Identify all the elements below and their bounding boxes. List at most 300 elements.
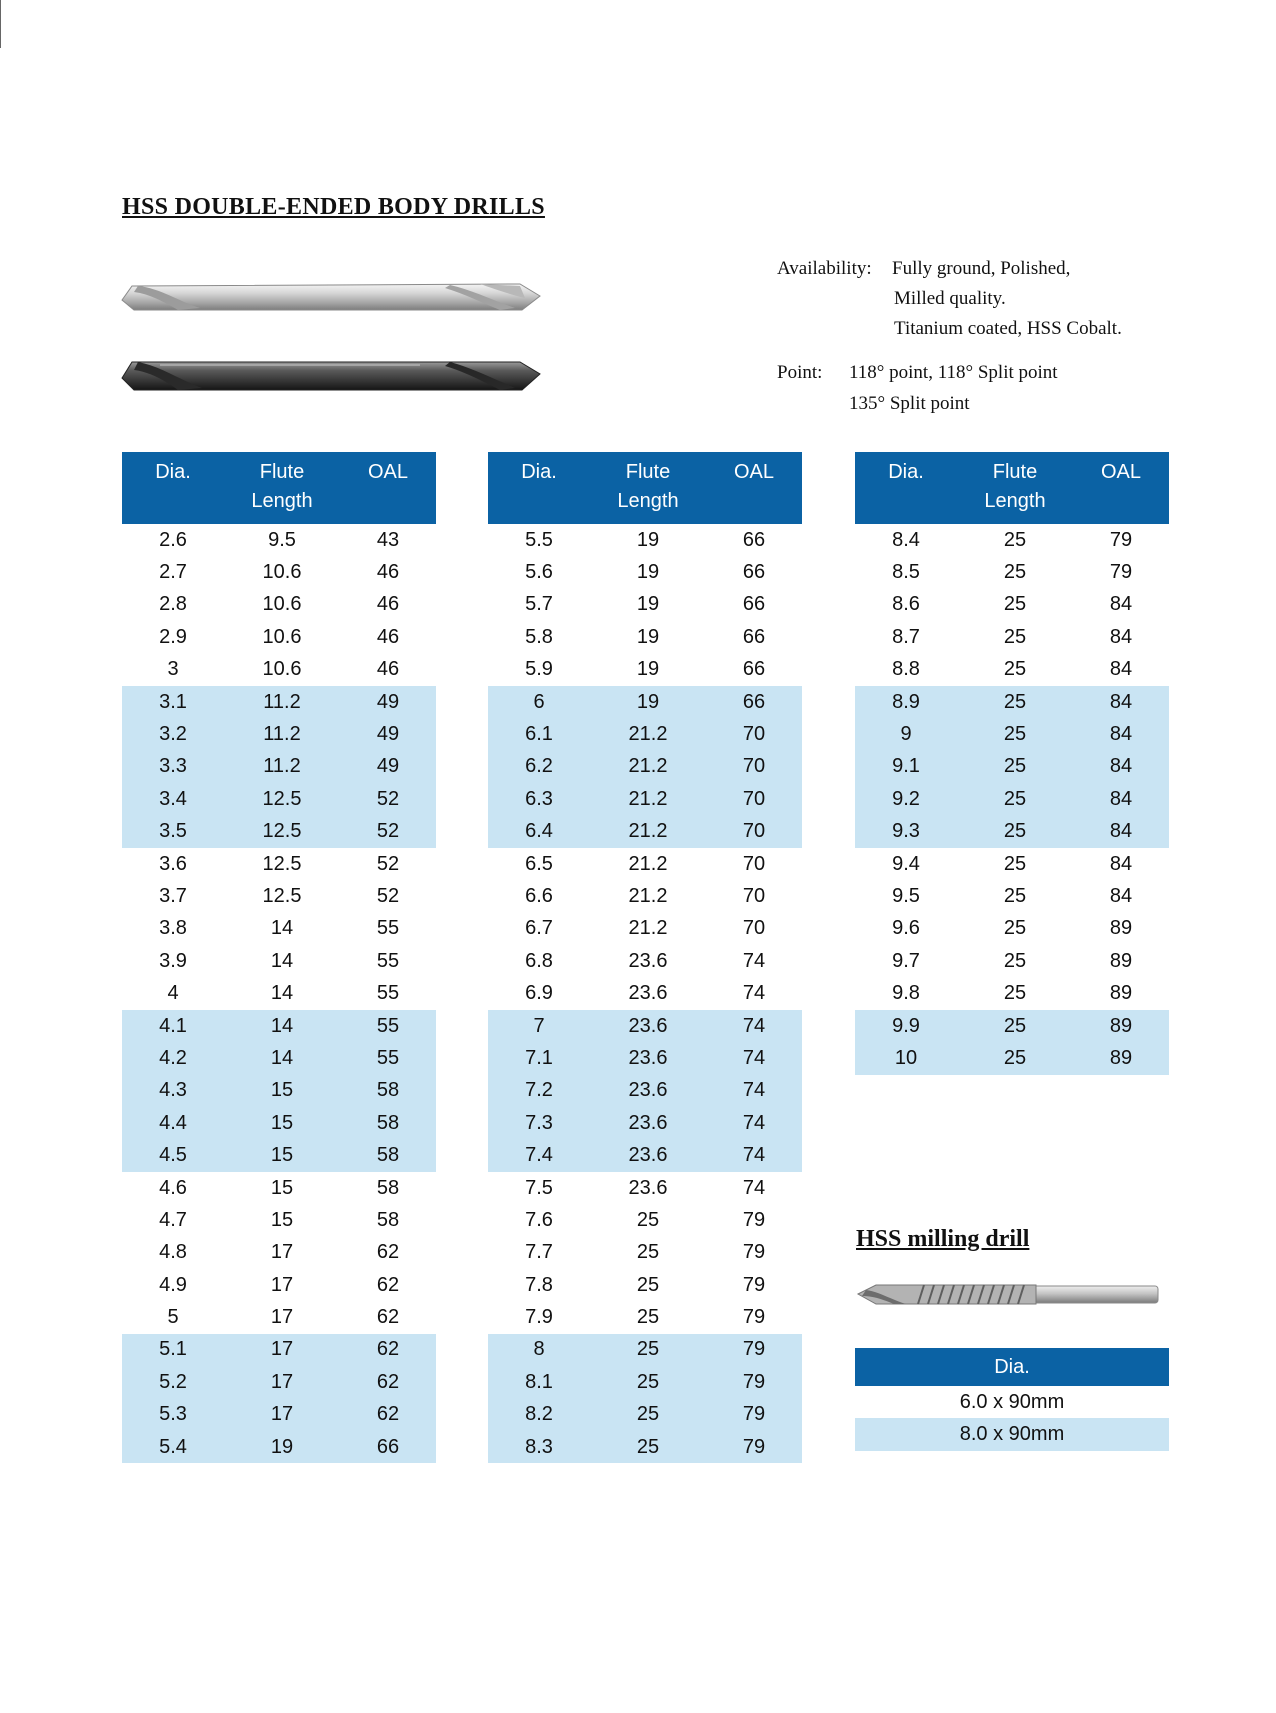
flute-length-cell: 17 bbox=[270, 1273, 294, 1296]
oal-cell: 89 bbox=[1073, 1010, 1169, 1042]
flute-length-cell: 21.2 bbox=[628, 852, 668, 875]
oal-cell: 79 bbox=[706, 1334, 802, 1366]
flute-length-cell: 19 bbox=[636, 593, 660, 616]
availability-line: Titanium coated, HSS Cobalt. bbox=[894, 318, 1122, 339]
oal-cell: 79 bbox=[742, 1241, 766, 1264]
oal-header: OAL bbox=[1073, 452, 1169, 524]
oal-cell: 62 bbox=[376, 1241, 400, 1264]
oal-cell: 70 bbox=[706, 751, 802, 783]
flute-length-cell: 9.5 bbox=[268, 528, 296, 551]
dia-cell: 5.7 bbox=[525, 593, 553, 616]
dia-cell: 6.1 bbox=[488, 718, 590, 750]
dia-cell: 5.2 bbox=[122, 1366, 224, 1398]
table-row bbox=[122, 556, 436, 588]
dia-cell: 9.8 bbox=[892, 982, 920, 1005]
dia-cell: 8.9 bbox=[855, 686, 957, 718]
table-row bbox=[122, 1075, 436, 1107]
oal-cell: 55 bbox=[376, 982, 400, 1005]
table-row bbox=[488, 654, 802, 686]
oal-cell: 79 bbox=[1109, 528, 1133, 551]
oal-cell: 62 bbox=[340, 1366, 436, 1398]
dia-cell: 5.8 bbox=[525, 625, 553, 648]
flute-length-header: Flute Length bbox=[957, 452, 1073, 524]
dia-cell: 4.9 bbox=[159, 1273, 187, 1296]
table-row bbox=[122, 686, 436, 718]
flute-length-cell: 25 bbox=[957, 1010, 1073, 1042]
table-row bbox=[488, 621, 802, 653]
table-row bbox=[122, 1172, 436, 1204]
flute-length-cell: 25 bbox=[1003, 982, 1027, 1005]
flute-length-cell: 25 bbox=[590, 1366, 706, 1398]
oal-cell: 46 bbox=[376, 593, 400, 616]
dia-cell: 7.2 bbox=[488, 1075, 590, 1107]
dia-header: Dia. bbox=[855, 452, 957, 524]
table-body bbox=[855, 524, 1169, 1075]
oal-cell: 70 bbox=[742, 852, 766, 875]
oal-cell: 89 bbox=[1109, 982, 1133, 1005]
dia-cell: 4.2 bbox=[122, 1042, 224, 1074]
dia-cell: 8.7 bbox=[892, 625, 920, 648]
flute-length-cell: 17 bbox=[270, 1306, 294, 1329]
table-row bbox=[855, 1386, 1169, 1418]
table-row bbox=[122, 524, 436, 556]
dia-cell: 7.5 bbox=[525, 1176, 553, 1199]
drill-spec-table bbox=[488, 452, 802, 1463]
flute-length-cell: 10.6 bbox=[262, 593, 302, 616]
flute-length-cell: 21.2 bbox=[590, 718, 706, 750]
dia-header: Dia. bbox=[488, 452, 590, 524]
flute-length-cell: 11.2 bbox=[224, 686, 340, 718]
oal-cell: 55 bbox=[376, 917, 400, 940]
dia-cell: 7.1 bbox=[488, 1042, 590, 1074]
dia-cell: 4.7 bbox=[159, 1208, 187, 1231]
oal-cell: 70 bbox=[742, 917, 766, 940]
flute-length-cell: 23.6 bbox=[628, 982, 668, 1005]
flute-length-cell: 17 bbox=[224, 1366, 340, 1398]
dia-cell: 7.3 bbox=[488, 1107, 590, 1139]
dia-cell: 9.5 bbox=[892, 884, 920, 907]
flute-length-cell: 17 bbox=[270, 1241, 294, 1264]
flute-length-cell: 25 bbox=[957, 751, 1073, 783]
flute-length-cell: 23.6 bbox=[590, 1010, 706, 1042]
dia-cell: 5 bbox=[167, 1306, 179, 1329]
table-row bbox=[488, 1237, 802, 1269]
oal-cell: 52 bbox=[340, 783, 436, 815]
oal-cell: 70 bbox=[742, 884, 766, 907]
table-row bbox=[122, 977, 436, 1009]
oal-cell: 74 bbox=[742, 1176, 766, 1199]
oal-cell: 74 bbox=[706, 1075, 802, 1107]
flute-length-cell: 23.6 bbox=[590, 1042, 706, 1074]
point-line: 135° Split point bbox=[849, 393, 970, 414]
oal-cell: 89 bbox=[1109, 917, 1133, 940]
oal-cell: 70 bbox=[706, 816, 802, 848]
table-row bbox=[488, 686, 802, 718]
oal-cell: 55 bbox=[340, 1042, 436, 1074]
table-row bbox=[855, 751, 1169, 783]
dia-cell: 3.6 bbox=[159, 852, 187, 875]
oal-cell: 62 bbox=[376, 1306, 400, 1329]
flute-length-cell: 10.6 bbox=[262, 625, 302, 648]
oal-cell: 89 bbox=[1109, 949, 1133, 972]
availability-block bbox=[777, 254, 1197, 344]
availability-label: Availability: bbox=[777, 258, 872, 279]
flute-length-cell: 11.2 bbox=[224, 718, 340, 750]
table-row bbox=[488, 880, 802, 912]
table-row bbox=[855, 589, 1169, 621]
dia-cell: 5.5 bbox=[525, 528, 553, 551]
table-row bbox=[855, 718, 1169, 750]
dia-cell: 2.6 bbox=[159, 528, 187, 551]
table-row bbox=[122, 1139, 436, 1171]
flute-length-cell: 12.5 bbox=[224, 783, 340, 815]
table-row bbox=[122, 816, 436, 848]
oal-cell: 74 bbox=[706, 1042, 802, 1074]
flute-length-cell: 25 bbox=[957, 816, 1073, 848]
oal-cell: 79 bbox=[1109, 561, 1133, 584]
table-row bbox=[122, 1204, 436, 1236]
dia-cell: 4.3 bbox=[122, 1075, 224, 1107]
oal-cell: 66 bbox=[742, 625, 766, 648]
oal-cell: 49 bbox=[340, 718, 436, 750]
oal-cell: 62 bbox=[376, 1273, 400, 1296]
dia-cell: 6.0 x 90mm bbox=[959, 1390, 1065, 1413]
flute-length-cell: 15 bbox=[224, 1075, 340, 1107]
table-row bbox=[122, 1301, 436, 1333]
dia-cell: 6.9 bbox=[525, 982, 553, 1005]
flute-length-cell: 23.6 bbox=[590, 1139, 706, 1171]
oal-cell: 46 bbox=[376, 561, 400, 584]
oal-cell: 84 bbox=[1109, 593, 1133, 616]
dia-cell: 7 bbox=[488, 1010, 590, 1042]
table-row bbox=[855, 1042, 1169, 1074]
oal-cell: 84 bbox=[1109, 658, 1133, 681]
oal-cell: 58 bbox=[340, 1107, 436, 1139]
flute-length-cell: 23.6 bbox=[628, 1176, 668, 1199]
oal-cell: 84 bbox=[1073, 718, 1169, 750]
oal-cell: 79 bbox=[706, 1431, 802, 1463]
drill-spec-table bbox=[122, 452, 436, 1463]
dia-cell: 9.3 bbox=[855, 816, 957, 848]
oal-cell: 79 bbox=[706, 1366, 802, 1398]
dia-cell: 8.3 bbox=[488, 1431, 590, 1463]
flute-length-cell: 21.2 bbox=[590, 751, 706, 783]
oal-cell: 66 bbox=[742, 528, 766, 551]
oal-cell: 84 bbox=[1109, 852, 1133, 875]
dia-cell: 9.6 bbox=[892, 917, 920, 940]
table-row bbox=[855, 1418, 1169, 1450]
table-row bbox=[488, 1075, 802, 1107]
dia-cell: 7.9 bbox=[525, 1306, 553, 1329]
table-row bbox=[122, 1237, 436, 1269]
oal-cell: 74 bbox=[706, 1107, 802, 1139]
dia-cell: 3.2 bbox=[122, 718, 224, 750]
dia-cell: 3.1 bbox=[122, 686, 224, 718]
flute-length-header: Flute Length bbox=[590, 452, 706, 524]
dia-cell: 8.5 bbox=[892, 561, 920, 584]
oal-cell: 46 bbox=[376, 625, 400, 648]
flute-length-cell: 21.2 bbox=[590, 816, 706, 848]
flute-length-cell: 14 bbox=[270, 917, 294, 940]
dia-cell: 3.7 bbox=[159, 884, 187, 907]
table-row bbox=[855, 556, 1169, 588]
flute-length-cell: 15 bbox=[224, 1139, 340, 1171]
table-row bbox=[855, 913, 1169, 945]
oal-cell: 58 bbox=[376, 1208, 400, 1231]
flute-length-cell: 25 bbox=[1003, 625, 1027, 648]
point-label: Point: bbox=[777, 362, 823, 383]
table-body bbox=[122, 524, 436, 1463]
black-double-ended-drill-icon bbox=[120, 350, 545, 398]
flute-length-cell: 19 bbox=[224, 1431, 340, 1463]
table-row bbox=[488, 1366, 802, 1398]
table-row bbox=[122, 751, 436, 783]
flute-length-cell: 25 bbox=[1003, 658, 1027, 681]
table-row bbox=[488, 913, 802, 945]
table-row bbox=[488, 1431, 802, 1463]
table-row bbox=[488, 1204, 802, 1236]
table-row bbox=[122, 1042, 436, 1074]
dia-cell: 3.4 bbox=[122, 783, 224, 815]
table-row bbox=[122, 621, 436, 653]
crop-mark bbox=[0, 0, 1, 48]
oal-cell: 66 bbox=[340, 1431, 436, 1463]
dia-cell: 9.7 bbox=[892, 949, 920, 972]
table-row bbox=[122, 880, 436, 912]
flute-length-cell: 10.6 bbox=[262, 658, 302, 681]
table-row bbox=[488, 783, 802, 815]
flute-length-cell: 19 bbox=[636, 658, 660, 681]
dia-header: Dia. bbox=[122, 452, 224, 524]
table-row bbox=[122, 913, 436, 945]
flute-length-header: Flute Length bbox=[224, 452, 340, 524]
oal-cell: 74 bbox=[706, 1139, 802, 1171]
point-line: 118° point, 118° Split point bbox=[849, 362, 1058, 383]
flute-length-cell: 25 bbox=[1003, 949, 1027, 972]
flute-length-cell: 25 bbox=[1003, 884, 1027, 907]
dia-cell: 7.4 bbox=[488, 1139, 590, 1171]
oal-cell: 55 bbox=[376, 949, 400, 972]
oal-cell: 79 bbox=[742, 1306, 766, 1329]
dia-cell: 9.4 bbox=[892, 852, 920, 875]
table-row bbox=[855, 783, 1169, 815]
oal-cell: 62 bbox=[340, 1399, 436, 1431]
oal-cell: 66 bbox=[742, 593, 766, 616]
table-row bbox=[488, 848, 802, 880]
flute-length-cell: 14 bbox=[270, 949, 294, 972]
table-row bbox=[855, 848, 1169, 880]
dia-cell: 5.3 bbox=[122, 1399, 224, 1431]
dia-cell: 4.4 bbox=[122, 1107, 224, 1139]
flute-length-cell: 11.2 bbox=[224, 751, 340, 783]
table-row bbox=[488, 556, 802, 588]
availability-line: Milled quality. bbox=[894, 288, 1006, 309]
table-row bbox=[488, 1301, 802, 1333]
flute-length-cell: 12.5 bbox=[224, 816, 340, 848]
oal-cell: 84 bbox=[1073, 816, 1169, 848]
table-row bbox=[122, 945, 436, 977]
table-row bbox=[855, 524, 1169, 556]
table-row bbox=[488, 751, 802, 783]
flute-length-cell: 21.2 bbox=[628, 917, 668, 940]
flute-length-cell: 23.6 bbox=[628, 949, 668, 972]
dia-cell: 7.7 bbox=[525, 1241, 553, 1264]
flute-length-cell: 25 bbox=[957, 1042, 1073, 1074]
dia-cell: 6.2 bbox=[488, 751, 590, 783]
dia-cell: 4.8 bbox=[159, 1241, 187, 1264]
dia-cell: 8 bbox=[488, 1334, 590, 1366]
flute-length-cell: 12.5 bbox=[262, 852, 302, 875]
table-row bbox=[488, 1334, 802, 1366]
flute-length-cell: 17 bbox=[224, 1399, 340, 1431]
flute-length-cell: 25 bbox=[1003, 561, 1027, 584]
oal-cell: 84 bbox=[1073, 783, 1169, 815]
table-row bbox=[855, 686, 1169, 718]
table-row bbox=[122, 1269, 436, 1301]
flute-length-cell: 25 bbox=[1003, 917, 1027, 940]
oal-cell: 84 bbox=[1073, 686, 1169, 718]
table-row bbox=[855, 880, 1169, 912]
dia-cell: 5.1 bbox=[122, 1334, 224, 1366]
table-row bbox=[122, 589, 436, 621]
dia-header: Dia. bbox=[855, 1348, 1169, 1386]
dia-cell: 8.2 bbox=[488, 1399, 590, 1431]
dia-cell: 8.0 x 90mm bbox=[855, 1418, 1169, 1450]
dia-cell: 8.4 bbox=[892, 528, 920, 551]
oal-cell: 49 bbox=[340, 686, 436, 718]
table-row bbox=[855, 816, 1169, 848]
dia-cell: 6.6 bbox=[525, 884, 553, 907]
table-row bbox=[122, 1366, 436, 1398]
table-row bbox=[122, 848, 436, 880]
dia-cell: 3 bbox=[167, 658, 179, 681]
table-row bbox=[488, 816, 802, 848]
table-row bbox=[855, 977, 1169, 1009]
dia-cell: 3.8 bbox=[159, 917, 187, 940]
table-row bbox=[855, 654, 1169, 686]
oal-cell: 79 bbox=[706, 1399, 802, 1431]
table-row bbox=[122, 1399, 436, 1431]
milling-drill-title: HSS milling drill bbox=[856, 1226, 1030, 1252]
dia-cell: 8.8 bbox=[892, 658, 920, 681]
oal-cell: 49 bbox=[340, 751, 436, 783]
table-row bbox=[855, 621, 1169, 653]
oal-cell: 70 bbox=[706, 718, 802, 750]
table-row bbox=[488, 524, 802, 556]
table-header-row bbox=[122, 452, 436, 524]
table-row bbox=[122, 654, 436, 686]
flute-length-cell: 25 bbox=[957, 718, 1073, 750]
table-row bbox=[122, 1334, 436, 1366]
oal-cell: 52 bbox=[376, 852, 400, 875]
dia-cell: 7.8 bbox=[525, 1273, 553, 1296]
milling-drill-icon bbox=[854, 1276, 1162, 1312]
oal-header: OAL bbox=[340, 452, 436, 524]
oal-cell: 66 bbox=[742, 658, 766, 681]
table-row bbox=[488, 1010, 802, 1042]
drill-spec-table bbox=[855, 452, 1169, 1075]
oal-cell: 52 bbox=[376, 884, 400, 907]
oal-cell: 52 bbox=[340, 816, 436, 848]
dia-cell: 6.5 bbox=[525, 852, 553, 875]
silver-double-ended-drill-icon bbox=[120, 272, 545, 320]
oal-cell: 89 bbox=[1073, 1042, 1169, 1074]
dia-cell: 6.8 bbox=[525, 949, 553, 972]
table-row bbox=[488, 1269, 802, 1301]
table-row bbox=[488, 977, 802, 1009]
oal-cell: 74 bbox=[742, 982, 766, 1005]
flute-length-cell: 15 bbox=[270, 1176, 294, 1199]
oal-cell: 66 bbox=[742, 561, 766, 584]
flute-length-cell: 25 bbox=[636, 1273, 660, 1296]
table-body bbox=[488, 524, 802, 1463]
table-row bbox=[122, 1010, 436, 1042]
table-header-row bbox=[855, 452, 1169, 524]
table-row bbox=[488, 1139, 802, 1171]
table-row bbox=[488, 718, 802, 750]
table-row bbox=[488, 1107, 802, 1139]
dia-cell: 5.6 bbox=[525, 561, 553, 584]
dia-cell: 2.8 bbox=[159, 593, 187, 616]
table-row bbox=[488, 1399, 802, 1431]
dia-cell: 7.6 bbox=[525, 1208, 553, 1231]
flute-length-cell: 25 bbox=[1003, 593, 1027, 616]
flute-length-cell: 25 bbox=[1003, 528, 1027, 551]
oal-cell: 58 bbox=[340, 1075, 436, 1107]
table-row bbox=[122, 1431, 436, 1463]
table-row bbox=[122, 1107, 436, 1139]
dia-cell: 6.4 bbox=[488, 816, 590, 848]
flute-length-cell: 17 bbox=[224, 1334, 340, 1366]
table-header-row bbox=[855, 1348, 1169, 1386]
flute-length-cell: 25 bbox=[636, 1241, 660, 1264]
table-row bbox=[855, 945, 1169, 977]
oal-cell: 58 bbox=[340, 1139, 436, 1171]
oal-cell: 46 bbox=[376, 658, 400, 681]
oal-cell: 84 bbox=[1073, 751, 1169, 783]
table-row bbox=[122, 718, 436, 750]
dia-cell: 3.5 bbox=[122, 816, 224, 848]
flute-length-cell: 19 bbox=[636, 528, 660, 551]
oal-cell: 74 bbox=[742, 949, 766, 972]
oal-cell: 55 bbox=[340, 1010, 436, 1042]
oal-cell: 43 bbox=[376, 528, 400, 551]
table-row bbox=[855, 1010, 1169, 1042]
dia-cell: 8.1 bbox=[488, 1366, 590, 1398]
flute-length-cell: 25 bbox=[957, 783, 1073, 815]
flute-length-cell: 19 bbox=[636, 561, 660, 584]
oal-cell: 66 bbox=[706, 686, 802, 718]
dia-cell: 6 bbox=[488, 686, 590, 718]
table-row bbox=[488, 589, 802, 621]
flute-length-cell: 14 bbox=[224, 1010, 340, 1042]
table-row bbox=[488, 1172, 802, 1204]
oal-cell: 79 bbox=[742, 1273, 766, 1296]
flute-length-cell: 25 bbox=[590, 1399, 706, 1431]
dia-cell: 4.1 bbox=[122, 1010, 224, 1042]
oal-header: OAL bbox=[706, 452, 802, 524]
flute-length-cell: 14 bbox=[224, 1042, 340, 1074]
flute-length-cell: 23.6 bbox=[590, 1107, 706, 1139]
dia-cell: 5.4 bbox=[122, 1431, 224, 1463]
dia-cell: 6.3 bbox=[488, 783, 590, 815]
oal-cell: 70 bbox=[706, 783, 802, 815]
table-row bbox=[488, 945, 802, 977]
flute-length-cell: 23.6 bbox=[590, 1075, 706, 1107]
flute-length-cell: 25 bbox=[636, 1306, 660, 1329]
flute-length-cell: 19 bbox=[590, 686, 706, 718]
dia-cell: 9 bbox=[855, 718, 957, 750]
